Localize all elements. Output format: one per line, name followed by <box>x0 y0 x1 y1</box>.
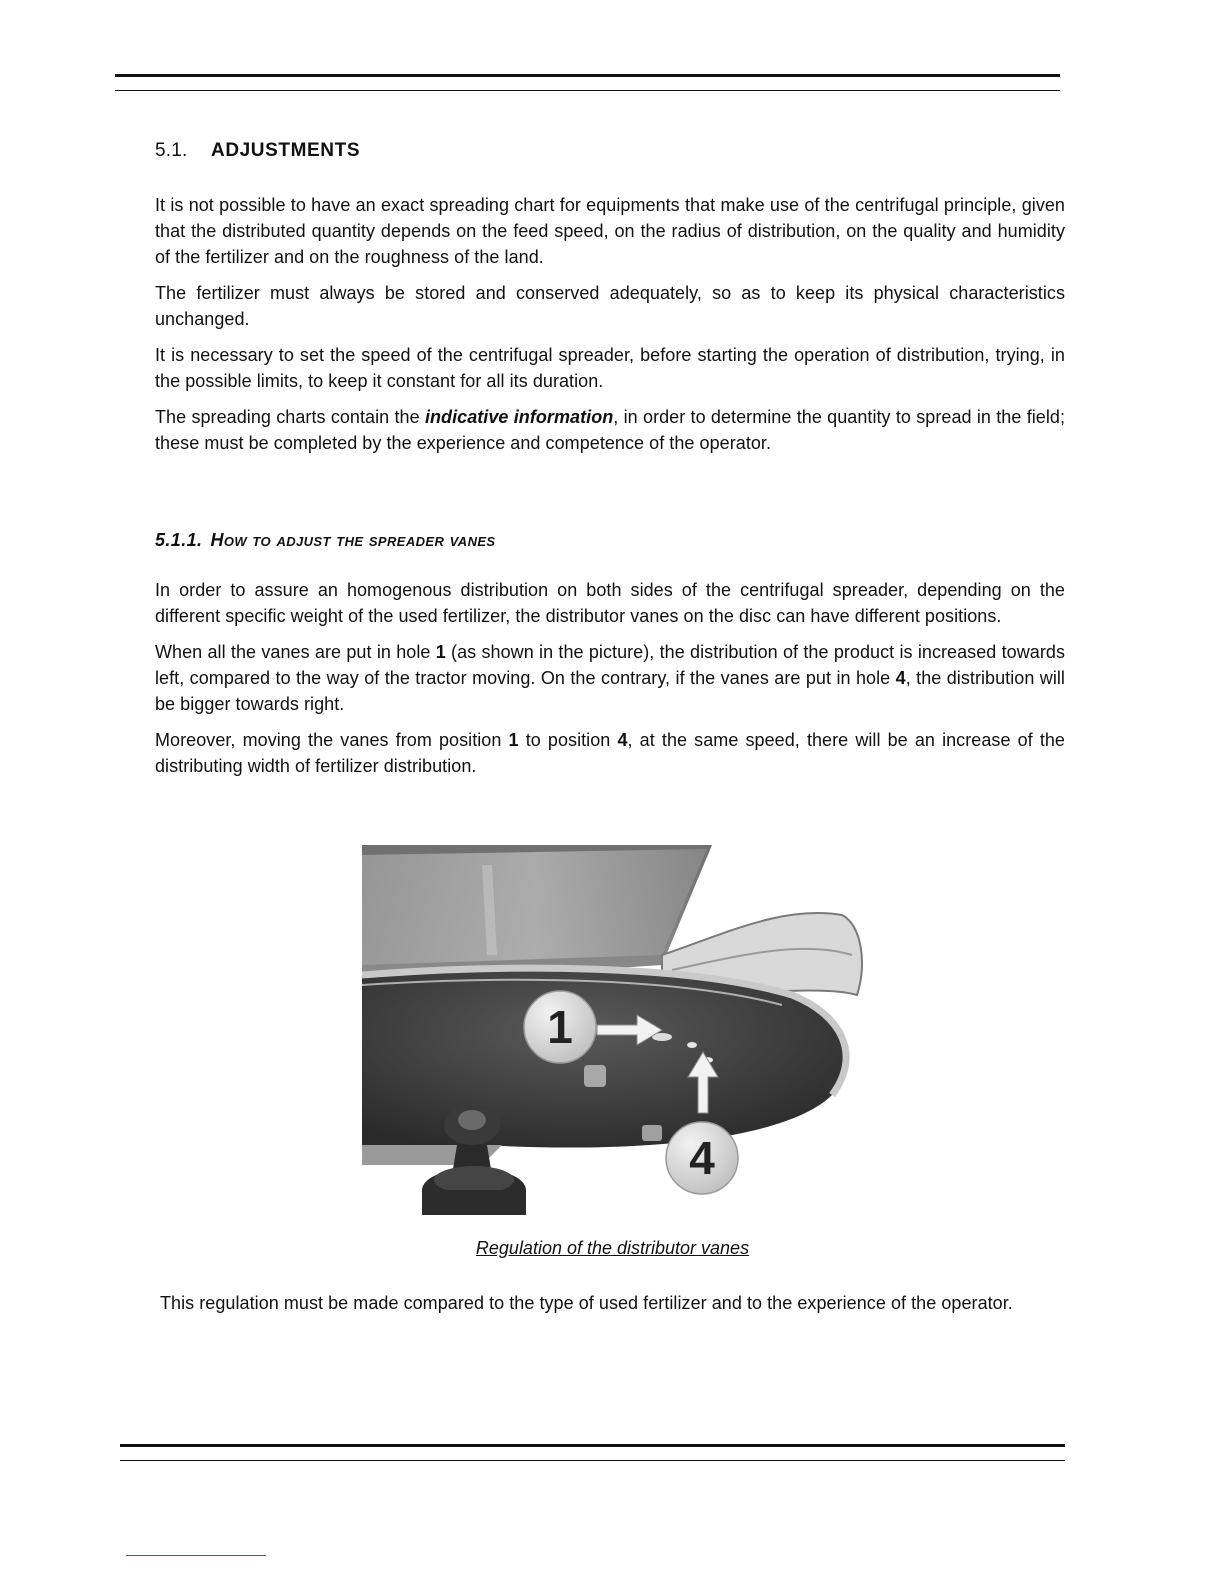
intro-paragraph-3: It is necessary to set the speed of the centrifugal spreader, before starting the operation of distribution, trying, in the possible limits, to keep it constant for all its duration. <box>155 345 1065 391</box>
spreader-disc-photo <box>362 845 874 1223</box>
charts-paragraph <box>155 404 1065 456</box>
hole-number-4: 4 <box>895 668 906 688</box>
position-number-4: 4 <box>617 730 628 750</box>
closing-paragraph: This regulation must be made compared to the type of used fertilizer and to the experience of the operator. <box>160 1293 1013 1313</box>
subsection-title: How to adjust the spreader vanes <box>210 530 496 550</box>
footer-link-underline <box>126 1555 266 1556</box>
intro-paragraph-2: The fertilizer must always be stored and conserved adequately, so as to keep its physical characteristics unchanged. <box>155 283 1065 329</box>
hole-text-3: , the distribution will be bigger towards right. <box>155 668 1065 714</box>
moreover-text-2: to position <box>518 730 618 750</box>
section-title: ADJUSTMENTS <box>211 140 361 161</box>
position-number-1: 1 <box>508 730 519 750</box>
position-4-badge-label: 4 <box>689 1132 715 1184</box>
main-content <box>155 140 1065 789</box>
position-1-badge-label: 1 <box>547 1001 573 1053</box>
hole-paragraph <box>155 639 1065 717</box>
hole-number-1: 1 <box>435 642 446 662</box>
indicative-information-emphasis: indicative information <box>424 407 614 427</box>
hole-text-2: (as shown in the picture), the distribution of the product is increased towards left, compared to the way of the tractor moving. On the contrary, if the vanes are put in hole <box>155 642 1065 688</box>
moreover-text-3: , at the same speed, there will be an increase of the distributing width of fertilizer distribution. <box>155 730 1065 776</box>
section-heading <box>155 140 1065 162</box>
figure-caption: Regulation of the distributor vanes <box>475 1238 750 1258</box>
hole-text-1: When all the vanes are put in hole <box>155 642 436 662</box>
intro-paragraph-1: It is not possible to have an exact spreading chart for equipments that make use of the centrifugal principle, given that the distributed quantity depends on the feed speed, on the radius of distribution, on the quality and humidity of the fertilizer and on the roughness of the land. <box>155 195 1065 267</box>
moreover-text-1: Moreover, moving the vanes from position <box>155 730 509 750</box>
charts-text-before: The spreading charts contain the <box>155 407 425 427</box>
vanes-paragraph: In order to assure an homogenous distribution on both sides of the centrifugal spreader, depending on the different specific weight of the used fertilizer, the distributor vanes on the disc can have different positions. <box>155 580 1065 626</box>
moreover-paragraph <box>155 727 1065 779</box>
spreader-disc-illustration <box>362 845 874 1223</box>
closing-section <box>160 1290 1065 1326</box>
subsection-number: 5.1.1. <box>155 530 203 550</box>
charts-text-after: , in order to determine the quantity to spread in the field; these must be completed by the experience and competence of the operator. <box>155 407 1066 453</box>
subsection-heading <box>155 530 1065 551</box>
section-number: 5.1. <box>155 140 188 161</box>
